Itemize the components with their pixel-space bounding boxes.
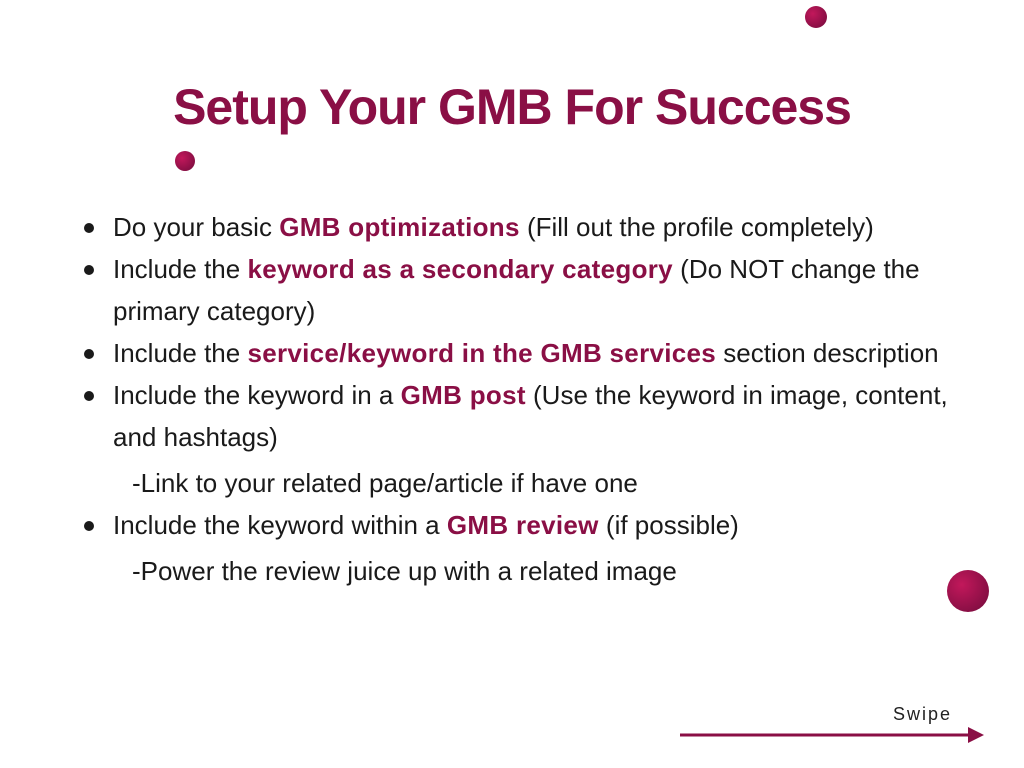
bullet-text-post: (Use the keyword in image, content, and hashtags) — [113, 380, 948, 452]
bullet-item-optimizations — [80, 206, 960, 248]
bullet-text-post: (if possible) — [598, 510, 739, 540]
page-title: Setup Your GMB For Success — [173, 79, 851, 135]
bullet-item-gmb-review — [80, 504, 960, 546]
bullet-item-services — [80, 332, 960, 374]
bullet-highlight: GMB optimizations — [279, 212, 520, 242]
bullet-highlight: GMB post — [400, 380, 526, 410]
bullet-text-pre: Include the keyword within a — [113, 510, 447, 540]
decorative-dot-top — [805, 6, 827, 28]
bullet-text-post: section description — [716, 338, 939, 368]
bullet-dot-icon — [84, 265, 94, 275]
bullet-dot-icon — [84, 349, 94, 359]
bullet-text-pre: Do your basic — [113, 212, 280, 242]
bullet-text-pre: Include the — [113, 254, 248, 284]
bullet-highlight: service/keyword in the GMB services — [247, 338, 717, 368]
bullet-text-pre: Include the — [113, 338, 248, 368]
bullet-text-post: (Fill out the profile completely) — [519, 212, 874, 242]
bullet-text-post: (Do NOT change the primary category) — [113, 254, 920, 326]
swipe-label[interactable]: Swipe — [893, 704, 953, 724]
decorative-dot-left — [175, 151, 195, 171]
bullet-subnote-image: -Power the review juice up with a related image — [132, 556, 677, 586]
bullet-subnote-link: -Link to your related page/article if have one — [132, 468, 638, 498]
swipe-arrow-icon[interactable] — [678, 724, 988, 746]
bullet-text-pre: Include the keyword in a — [113, 380, 401, 410]
bullet-dot-icon — [84, 521, 94, 531]
bullet-item-secondary-category — [80, 248, 960, 332]
bullet-item-gmb-post — [80, 374, 960, 458]
bullet-highlight: keyword as a secondary category — [247, 254, 673, 284]
bullet-highlight: GMB review — [446, 510, 599, 540]
bullet-list — [80, 206, 960, 592]
bullet-dot-icon — [84, 223, 94, 233]
bullet-dot-icon — [84, 391, 94, 401]
